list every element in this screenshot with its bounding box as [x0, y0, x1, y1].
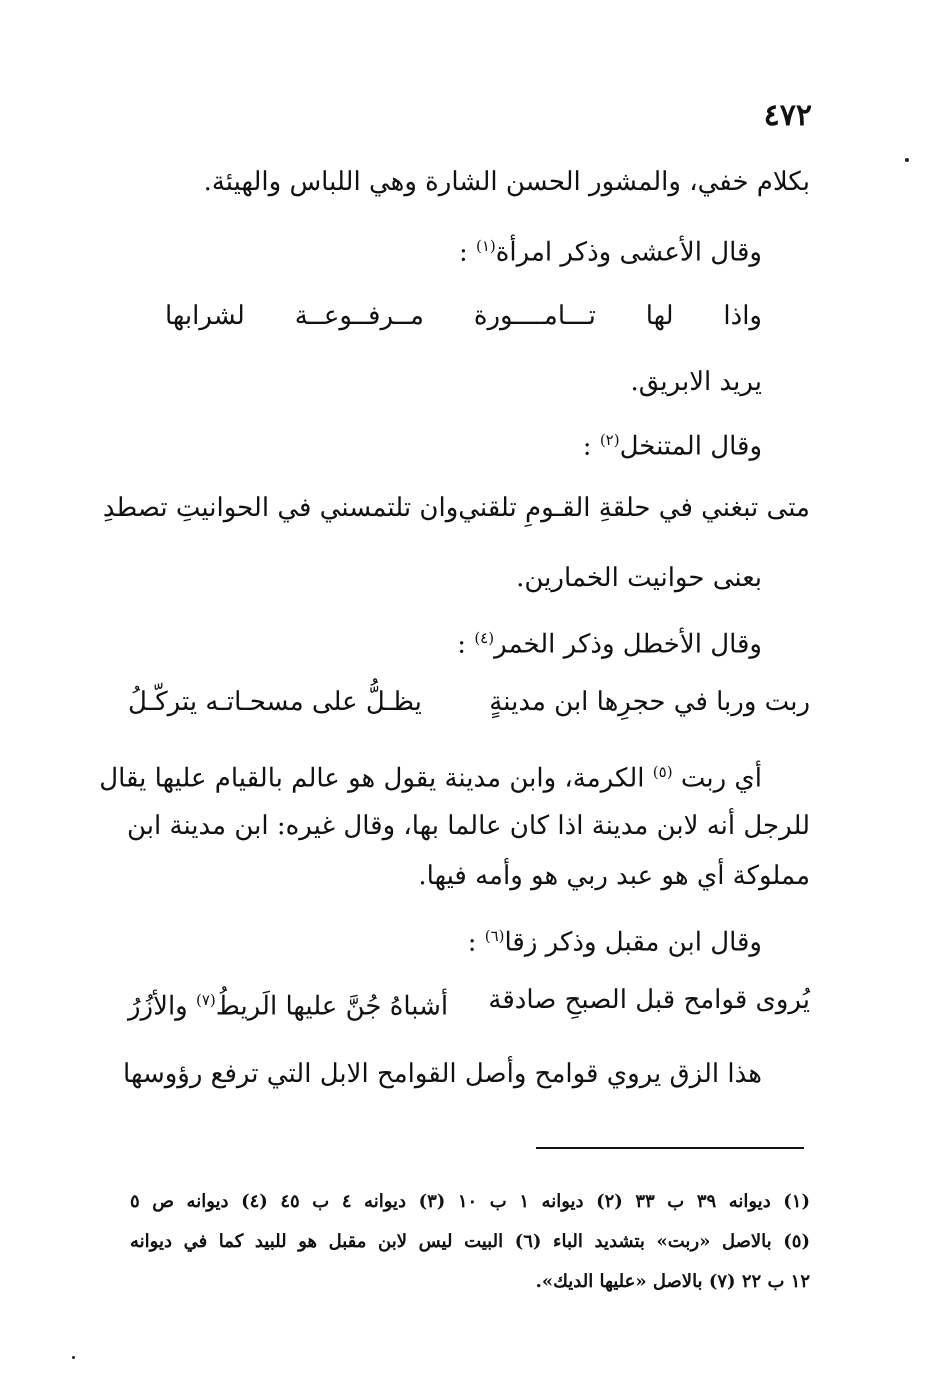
text-line-15: هذا الزق يروي قوامح وأصل القوامح الابل التي ترفع رؤوسها: [123, 1059, 762, 1089]
verse-3: [128, 682, 810, 722]
verse-2-second-hemistich: وان تلتمسني في الحوانيتِ تصطدِ: [102, 493, 459, 523]
paragraph-line-2: للرجل أنه لابن مدينة اذا كان عالما بها، وقال غيره: ابن مدينة ابن: [127, 811, 810, 841]
text-line-4: يريد الابريق.: [630, 367, 762, 397]
footnote-ref-2: (٢): [599, 431, 620, 449]
footnote-divider: [536, 1147, 804, 1149]
verse-3-first-hemistich: ربت وربا في حجرِها ابن مدينةٍ: [489, 687, 810, 717]
footnote-ref-6: (٦): [484, 927, 505, 945]
verse-1-word-4: مــرفــوعــة: [294, 301, 424, 331]
paragraph-line-1: أي ربت $^{(٥)}$ الكرمة، وابن مدينة يقول هو عالم بالقيام عليها يقال: [99, 763, 762, 794]
page-number: ٤٧٢: [763, 98, 812, 133]
verse-1-word-2: لها: [645, 301, 674, 331]
text-line-8: وقال الأخطل وذكر الخمر$^{(٤)}$ :: [457, 629, 762, 660]
verse-1-word-5: لشرابها: [165, 301, 245, 331]
footnote-ref-5: (٥): [652, 763, 673, 781]
footnote-line-3: ١٢ ب ٢٢ (٧) بالاصل «عليها الديك».: [535, 1271, 810, 1292]
footnote-ref-7: (٧): [195, 991, 216, 1009]
verse-4-second-hemistich: أشباهُ جُنَّ عليها الَريطُ$^{(٧)}$ والأزُرُ: [128, 991, 449, 1022]
text-line-2: وقال الأعشى وذكر امرأة$^{(١)}$ :: [458, 237, 762, 268]
footnote-ref-1: (١): [475, 237, 496, 255]
verse-3-second-hemistich: يظـلُّ على مسحـاتـه يتركّـلُ: [128, 687, 422, 717]
text-line-13: وقال ابن مقبل وذكر زقا$^{(٦)}$ :: [467, 927, 762, 958]
verse-2-first-hemistich: متى تبغني في حلقةِ القـومِ تلقني: [458, 493, 810, 523]
verse-1: [165, 296, 762, 336]
verse-1-word-1: واذا: [723, 301, 762, 331]
verse-4: [128, 980, 810, 1027]
verse-2: [102, 488, 810, 528]
footnote-line-1: (١) ديوانه ٣٩ ب ٣٣ (٢) ديوانه ١ ب ١٠ (٣) ديوانه ٤ ب ٤٥ (٤) ديوانه ص ٥: [130, 1191, 810, 1212]
text-line-7: بعنى حوانيت الخمارين.: [516, 563, 762, 593]
verse-4-first-hemistich: يُروى قوامح قبل الصبحِ صادقة: [488, 985, 810, 1015]
text-line-5: وقال المتنخل$^{(٢)}$ :: [582, 431, 762, 462]
verse-1-word-3: تـــامــــورة: [473, 301, 596, 331]
scan-speck: [72, 1356, 75, 1359]
text-line-1: بكلام خفي، والمشور الحسن الشارة وهي اللباس والهيئة.: [203, 167, 810, 197]
scan-speck: [905, 158, 909, 162]
footnote-line-2: (٥) بالاصل «ربت» بتشديد الباء (٦) البيت ليس لابن مقبل هو للبيد كما في ديوانه: [130, 1231, 810, 1252]
paragraph-line-3: مملوكة أي هو عبد ربي هو وأمه فيها.: [418, 861, 810, 891]
footnote-ref-4: (٤): [474, 629, 495, 647]
